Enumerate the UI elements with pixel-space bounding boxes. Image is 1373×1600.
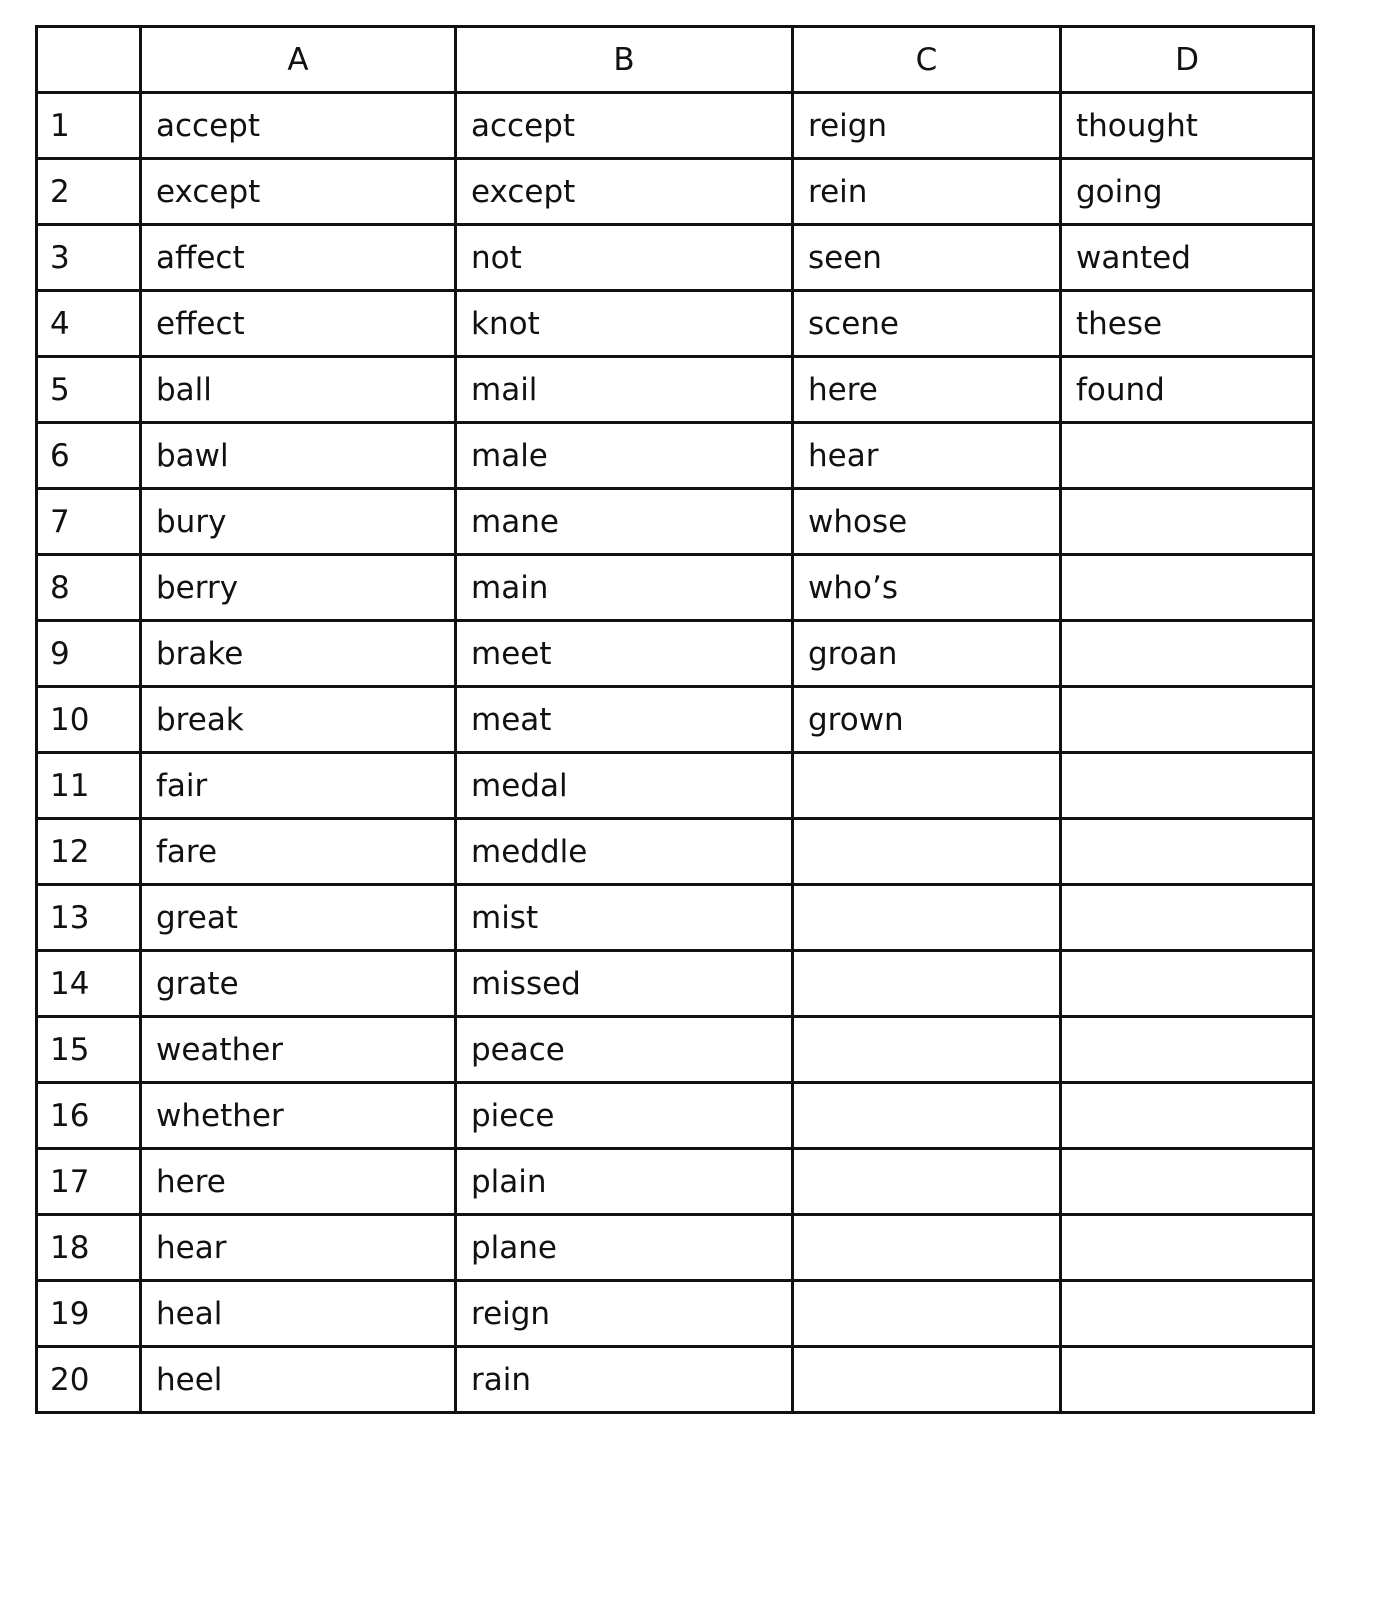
column-c-cell: reign — [793, 93, 1061, 159]
row-number-cell: 16 — [37, 1083, 141, 1149]
row-number-cell: 17 — [37, 1149, 141, 1215]
column-b-cell: male — [456, 423, 793, 489]
column-c-cell — [793, 1215, 1061, 1281]
column-c-cell — [793, 951, 1061, 1017]
column-a-cell: affect — [141, 225, 456, 291]
table-row — [37, 489, 1314, 555]
row-number-cell: 3 — [37, 225, 141, 291]
column-c-cell — [793, 885, 1061, 951]
column-d-cell: found — [1061, 357, 1314, 423]
header-row — [37, 27, 1314, 93]
column-b-cell: peace — [456, 1017, 793, 1083]
column-b-cell: except — [456, 159, 793, 225]
header-column-a: A — [141, 27, 456, 93]
row-number-cell: 15 — [37, 1017, 141, 1083]
column-a-cell: bury — [141, 489, 456, 555]
row-number-cell: 6 — [37, 423, 141, 489]
row-number-cell: 7 — [37, 489, 141, 555]
column-b-cell: meddle — [456, 819, 793, 885]
column-d-cell: these — [1061, 291, 1314, 357]
row-number-cell: 8 — [37, 555, 141, 621]
column-c-cell: who’s — [793, 555, 1061, 621]
table-row — [37, 225, 1314, 291]
row-number-cell: 19 — [37, 1281, 141, 1347]
table-row — [37, 687, 1314, 753]
column-b-cell: knot — [456, 291, 793, 357]
table-row — [37, 423, 1314, 489]
table-row — [37, 1083, 1314, 1149]
header-column-b: B — [456, 27, 793, 93]
column-c-cell: here — [793, 357, 1061, 423]
column-b-cell: accept — [456, 93, 793, 159]
column-c-cell — [793, 1281, 1061, 1347]
column-d-cell — [1061, 951, 1314, 1017]
column-a-cell: berry — [141, 555, 456, 621]
column-a-cell: great — [141, 885, 456, 951]
column-a-cell: grate — [141, 951, 456, 1017]
column-b-cell: plane — [456, 1215, 793, 1281]
column-a-cell: accept — [141, 93, 456, 159]
column-c-cell — [793, 753, 1061, 819]
row-number-cell: 11 — [37, 753, 141, 819]
column-c-cell: groan — [793, 621, 1061, 687]
column-c-cell: whose — [793, 489, 1061, 555]
row-number-cell: 4 — [37, 291, 141, 357]
column-d-cell: going — [1061, 159, 1314, 225]
column-c-cell — [793, 1347, 1061, 1413]
table-row — [37, 1149, 1314, 1215]
row-number-cell: 10 — [37, 687, 141, 753]
column-d-cell — [1061, 1281, 1314, 1347]
column-c-cell — [793, 1083, 1061, 1149]
table-row — [37, 1215, 1314, 1281]
table-row — [37, 885, 1314, 951]
row-number-cell: 9 — [37, 621, 141, 687]
column-a-cell: here — [141, 1149, 456, 1215]
table-row — [37, 1017, 1314, 1083]
column-d-cell — [1061, 687, 1314, 753]
column-b-cell: reign — [456, 1281, 793, 1347]
table-row — [37, 291, 1314, 357]
column-d-cell: wanted — [1061, 225, 1314, 291]
table-row — [37, 1347, 1314, 1413]
column-a-cell: brake — [141, 621, 456, 687]
header-column-d: D — [1061, 27, 1314, 93]
column-d-cell — [1061, 1083, 1314, 1149]
column-a-cell: bawl — [141, 423, 456, 489]
table-row — [37, 159, 1314, 225]
column-b-cell: piece — [456, 1083, 793, 1149]
column-d-cell — [1061, 1347, 1314, 1413]
column-d-cell — [1061, 1017, 1314, 1083]
column-c-cell: hear — [793, 423, 1061, 489]
column-a-cell: hear — [141, 1215, 456, 1281]
table-row — [37, 357, 1314, 423]
column-c-cell: scene — [793, 291, 1061, 357]
column-d-cell — [1061, 1149, 1314, 1215]
column-c-cell: seen — [793, 225, 1061, 291]
column-a-cell: break — [141, 687, 456, 753]
column-b-cell: not — [456, 225, 793, 291]
column-d-cell — [1061, 489, 1314, 555]
column-c-cell: grown — [793, 687, 1061, 753]
row-number-cell: 12 — [37, 819, 141, 885]
column-b-cell: medal — [456, 753, 793, 819]
column-d-cell — [1061, 819, 1314, 885]
column-b-cell: rain — [456, 1347, 793, 1413]
column-d-cell — [1061, 753, 1314, 819]
column-b-cell: main — [456, 555, 793, 621]
column-b-cell: mane — [456, 489, 793, 555]
column-b-cell: meat — [456, 687, 793, 753]
table-row — [37, 93, 1314, 159]
column-d-cell — [1061, 885, 1314, 951]
column-a-cell: except — [141, 159, 456, 225]
column-a-cell: ball — [141, 357, 456, 423]
column-a-cell: heal — [141, 1281, 456, 1347]
column-b-cell: missed — [456, 951, 793, 1017]
column-d-cell — [1061, 555, 1314, 621]
column-d-cell: thought — [1061, 93, 1314, 159]
column-d-cell — [1061, 621, 1314, 687]
row-number-cell: 18 — [37, 1215, 141, 1281]
table-row — [37, 951, 1314, 1017]
column-c-cell: rein — [793, 159, 1061, 225]
column-c-cell — [793, 819, 1061, 885]
header-corner-cell — [37, 27, 141, 93]
column-b-cell: meet — [456, 621, 793, 687]
column-a-cell: effect — [141, 291, 456, 357]
row-number-cell: 1 — [37, 93, 141, 159]
table-row — [37, 621, 1314, 687]
column-d-cell — [1061, 1215, 1314, 1281]
column-b-cell: mail — [456, 357, 793, 423]
column-a-cell: weather — [141, 1017, 456, 1083]
table-row — [37, 819, 1314, 885]
column-a-cell: whether — [141, 1083, 456, 1149]
column-b-cell: mist — [456, 885, 793, 951]
row-number-cell: 5 — [37, 357, 141, 423]
table-row — [37, 555, 1314, 621]
row-number-cell: 14 — [37, 951, 141, 1017]
table-row — [37, 1281, 1314, 1347]
row-number-cell: 13 — [37, 885, 141, 951]
column-d-cell — [1061, 423, 1314, 489]
column-a-cell: fair — [141, 753, 456, 819]
table-body — [37, 93, 1314, 1413]
row-number-cell: 2 — [37, 159, 141, 225]
column-c-cell — [793, 1017, 1061, 1083]
column-c-cell — [793, 1149, 1061, 1215]
column-a-cell: heel — [141, 1347, 456, 1413]
column-b-cell: plain — [456, 1149, 793, 1215]
word-list-table — [35, 25, 1315, 1414]
column-a-cell: fare — [141, 819, 456, 885]
row-number-cell: 20 — [37, 1347, 141, 1413]
header-column-c: C — [793, 27, 1061, 93]
table-row — [37, 753, 1314, 819]
